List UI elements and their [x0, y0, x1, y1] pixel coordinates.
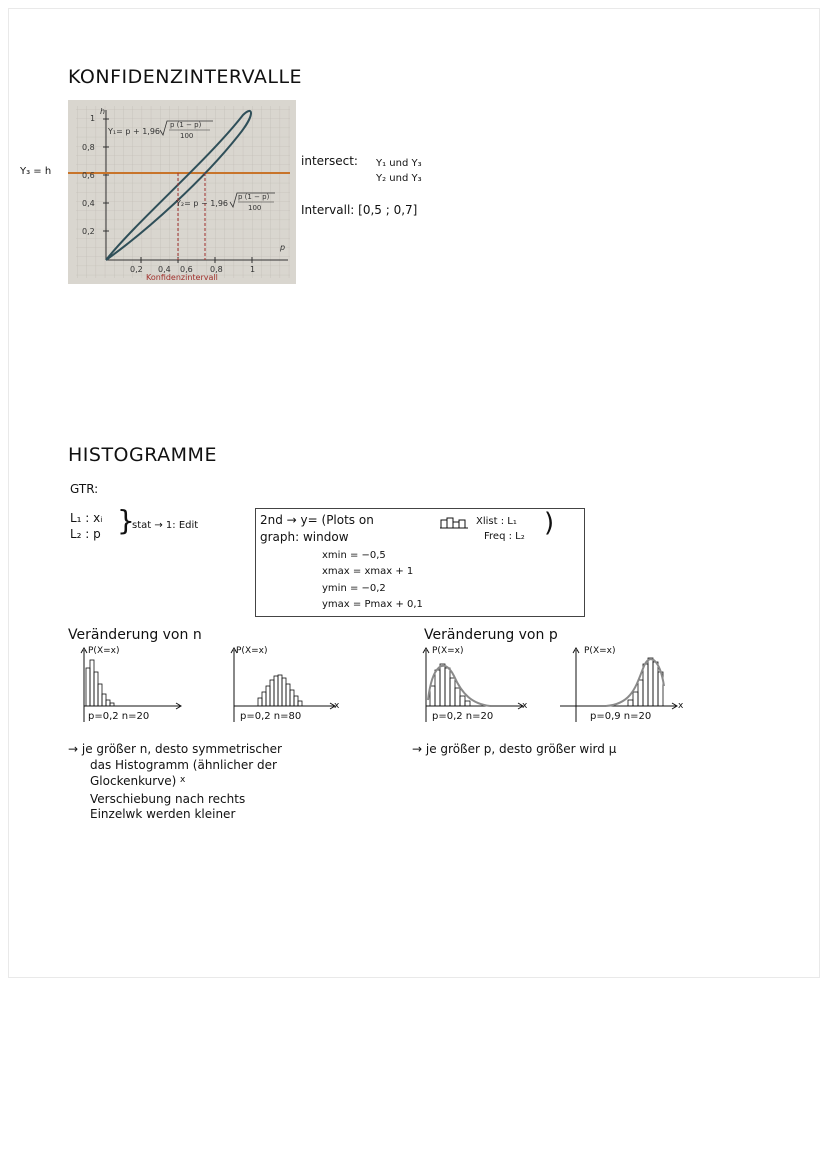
box-ymin: ymin = −0,2 [322, 583, 386, 594]
plot-n20-ylabel: P(X=x) [88, 646, 120, 656]
intersect-label: intersect: [301, 154, 358, 168]
box-xmax: xmax = xmax + 1 [322, 566, 414, 577]
section-title-histogramme: HISTOGRAMME [68, 444, 217, 466]
note-n-line-1: → je größer n, desto symmetrischer [68, 742, 282, 756]
plot-p02-caption: p=0,2 n=20 [432, 711, 494, 722]
plot-n80-ylabel: P(X=x) [236, 646, 268, 656]
plot-p02-xlabel: x [522, 701, 528, 711]
intersect-line-2: Y₂ und Y₃ [376, 173, 422, 184]
confidence-interval-photo [68, 100, 296, 284]
note-n-line-3: Glockenkurve) [90, 774, 177, 788]
lower-formula: Y₂= p − 1,96 [176, 199, 229, 208]
upper-formula: Y₁= p + 1,96 [108, 127, 161, 136]
plot-n20-xlabel: x [180, 775, 186, 785]
plot-n80-caption: p=0,2 n=80 [240, 711, 302, 722]
curly-brace: } [117, 504, 135, 537]
plot-n80-xlabel: x [334, 701, 340, 711]
x-axis-label: p [280, 243, 286, 252]
lower-sqrt-numerator: p (1 − p) [238, 193, 270, 201]
closing-paren: ) [544, 508, 555, 538]
y-axis-label: h [100, 107, 106, 116]
box-xlist: Xlist : L₁ [476, 516, 517, 527]
box-xmin: xmin = −0,5 [322, 550, 386, 561]
lower-sqrt-denominator: 100 [248, 204, 262, 212]
list-l2: L₂ : p [70, 527, 101, 541]
gtr-label: GTR: [70, 482, 99, 496]
note-n-line-4: Verschiebung nach rechts [90, 792, 246, 806]
y-tick-06: 0,6 [82, 171, 95, 180]
note-p: → je größer p, desto größer wird μ [412, 742, 617, 756]
x-tick-04: 0,4 [158, 265, 171, 274]
y3-label: Y₃ = h [20, 166, 52, 177]
upper-sqrt-denominator: 100 [180, 132, 194, 140]
y-tick-1: 1 [90, 114, 96, 123]
plot-p09-xlabel: x [678, 701, 684, 711]
bell-curve-p09 [606, 659, 664, 706]
plot-p09-caption: p=0,9 n=20 [590, 711, 652, 722]
note-n-line-2: das Histogramm (ähnlicher der [90, 758, 277, 772]
box-freq: Freq : L₂ [484, 531, 525, 542]
heading-change-n: Veränderung von n [68, 627, 202, 643]
y-tick-04: 0,4 [82, 199, 95, 208]
plot-p09-ylabel: P(X=x) [584, 646, 616, 656]
plot-type-icon [440, 514, 470, 526]
list-l1: L₁ : xᵢ [70, 511, 103, 525]
note-n-line-5: Einzelwk werden kleiner [90, 807, 236, 821]
plot-n20-caption: p=0,2 n=20 [88, 711, 150, 722]
x-tick-08: 0,8 [210, 265, 223, 274]
x-tick-1: 1 [250, 265, 256, 274]
box-line-plots: 2nd → y= (Plots on [260, 513, 374, 527]
y-tick-02: 0,2 [82, 227, 95, 236]
intersect-line-1: Y₁ und Y₃ [376, 158, 422, 169]
box-ymax: ymax = Pmax + 0,1 [322, 599, 423, 610]
interval-result: Intervall: [0,5 ; 0,7] [301, 203, 418, 217]
upper-sqrt-numerator: p (1 − p) [170, 121, 202, 129]
bell-curve-p02 [428, 666, 490, 706]
y-tick-08: 0,8 [82, 143, 95, 152]
stat-edit-instruction: stat → 1: Edit [132, 520, 199, 531]
box-line-window: graph: window [260, 530, 349, 544]
plot-p02-ylabel: P(X=x) [432, 646, 464, 656]
x-tick-06: 0,6 [180, 265, 193, 274]
heading-change-p: Veränderung von p [424, 627, 558, 643]
section-title-konfidenzintervalle: KONFIDENZINTERVALLE [68, 66, 303, 88]
x-tick-02: 0,2 [130, 265, 143, 274]
x-caption: Konfidenzintervall [146, 273, 218, 282]
confidence-interval-graph [68, 100, 296, 284]
